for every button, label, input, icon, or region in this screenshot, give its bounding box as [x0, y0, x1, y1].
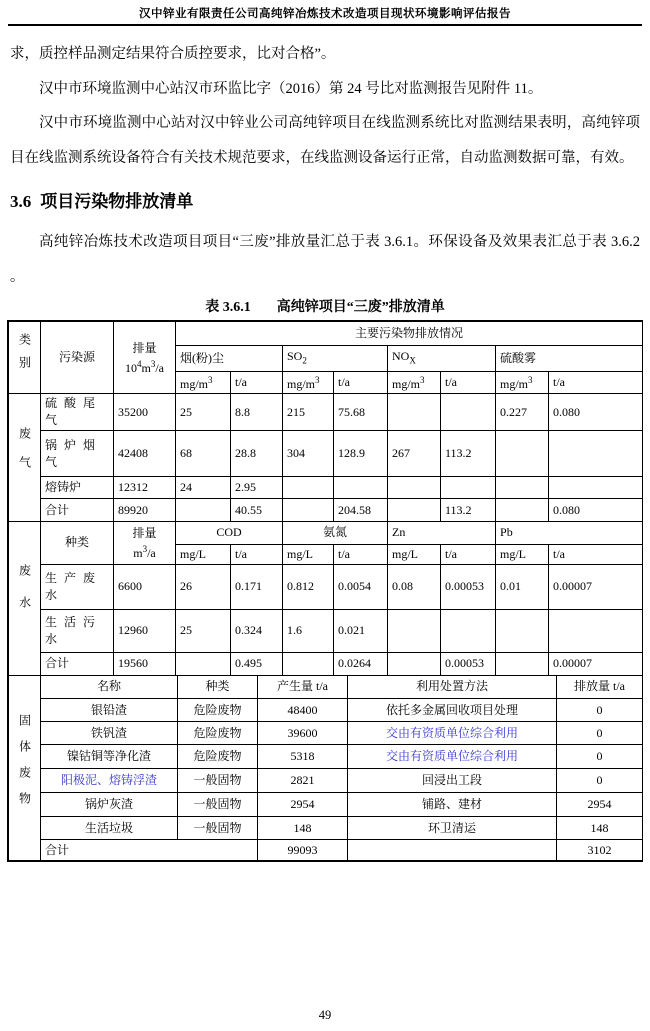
header-cell-nox: $NO_X$ [388, 346, 496, 372]
cell-type: 危险废物 [178, 745, 258, 769]
unit-cell: mg/L [176, 544, 231, 564]
cell-value [283, 477, 334, 499]
cell-value [176, 499, 231, 522]
paragraph-2: 汉中市环境监测中心站汉市环监比字（2016）第 24 号比对监测报告见附件 11。 [39, 80, 543, 97]
cell-value: 68 [176, 431, 231, 477]
header-cell-pb: Pb [496, 522, 643, 544]
table-caption-label: 表 3.6.1 [205, 300, 251, 315]
header-cell-volume [114, 522, 176, 564]
volume-unit: $m^3/a$ [133, 543, 156, 560]
cell-value [441, 477, 496, 499]
cell-discharge: 2954 [557, 793, 643, 817]
cell-type: 危险废物 [178, 699, 258, 722]
cell-name: 铁钒渣 [41, 722, 178, 745]
cell-value [334, 477, 388, 499]
header-cell-type: 种类 [178, 676, 258, 699]
table-row [9, 817, 643, 840]
header-cell-mist: 硫酸雾 [496, 346, 643, 372]
cell-value [441, 609, 496, 652]
cell-source: 硫酸尾气 [41, 394, 114, 431]
solid-waste-label: 固体废物 [17, 713, 32, 818]
cell-value [549, 477, 643, 499]
header-cell-amount: 产生量 t/a [258, 676, 348, 699]
cell-discharge: 148 [557, 817, 643, 840]
cell-value: 215 [283, 394, 334, 431]
cell-value: 204.58 [334, 499, 388, 522]
cell-amount: 99093 [258, 840, 348, 861]
cell-value: 0.812 [283, 564, 334, 609]
cell-discharge: 3102 [557, 840, 643, 861]
header-cell-name: 名称 [41, 676, 178, 699]
cell-value: 0.080 [549, 394, 643, 431]
table-row [9, 564, 643, 609]
unit-cell: $mg/m^3$ [388, 372, 441, 394]
cell-source: 熔铸炉 [41, 477, 114, 499]
volume-unit: $10^4m^3/a$ [124, 358, 164, 375]
cell-value: 8.8 [231, 394, 283, 431]
unit-cell: t/a [441, 372, 496, 394]
cell-amount: 39600 [258, 722, 348, 745]
cell-method: 铺路、建材 [348, 793, 557, 817]
cell-value: 25 [176, 394, 231, 431]
cell-value [388, 477, 441, 499]
header-rule [8, 24, 642, 26]
cell-type: 一般固物 [178, 793, 258, 817]
header-cell-kind: 种类 [41, 522, 114, 564]
cell-name: 镍钴铜等净化渣 [41, 745, 178, 769]
cell-discharge: 0 [557, 745, 643, 769]
cell-value: 75.68 [334, 394, 388, 431]
header-cell-discharge: 排放量 t/a [557, 676, 643, 699]
cell-discharge: 0 [557, 769, 643, 793]
cell-volume: 19560 [114, 652, 176, 675]
waste-gas-label: 废气 [17, 426, 32, 485]
unit-cell: $mg/m^3$ [496, 372, 549, 394]
cell-value: 25 [176, 609, 231, 652]
header-cell-nh3: 氨氮 [283, 522, 388, 544]
table-row [9, 722, 643, 745]
cell-volume: 12312 [114, 477, 176, 499]
cell-discharge: 0 [557, 722, 643, 745]
volume-label: 排量 [132, 340, 157, 355]
cell-amount: 148 [258, 817, 348, 840]
cell-method: 依托多金属回收项目处理 [348, 699, 557, 722]
cell-value: 0.00007 [549, 564, 643, 609]
cell-value [549, 609, 643, 652]
table-row [9, 609, 643, 652]
volume-label: 排量 [132, 525, 157, 540]
unit-cell: t/a [334, 544, 388, 564]
document-body [10, 37, 640, 318]
cell-value [496, 609, 549, 652]
table-caption-title: 高纯锌项目“三废”排放清单 [276, 300, 445, 315]
section-title: 项目污染物排放清单 [40, 192, 194, 211]
table-row [9, 394, 643, 431]
paragraph-3: 汉中市环境监测中心站对汉中锌业公司高纯锌项目在线监测系统比对监测结果表明，高纯锌项目在线监测系统设备符合有关技术规范要求，在线监测设备运行正常，自动监测数据可靠，有效。 [10, 115, 640, 166]
cell-value [176, 652, 231, 675]
table-row [9, 431, 643, 477]
document-header-title: 汉中锌业有限责任公司高纯锌冶炼技术改造项目现状环境影响评估报告 [139, 8, 511, 20]
cell-method: 交由有资质单位综合利用 [348, 745, 557, 769]
section-label-cell [9, 394, 41, 522]
cell-value: 0.227 [496, 394, 549, 431]
cell-amount: 2954 [258, 793, 348, 817]
header-cell-main: 主要污染物排放情况 [176, 322, 643, 346]
header-cell-method: 利用处置方法 [348, 676, 557, 699]
section-number: 3.6 [10, 192, 32, 211]
cell-volume: 42408 [114, 431, 176, 477]
cell-value [496, 431, 549, 477]
cell-value: 2.95 [231, 477, 283, 499]
table-row [9, 793, 643, 817]
cell-volume: 35200 [114, 394, 176, 431]
paragraph-1: 求，质控样品测定结果符合质控要求，比对合格”。 [10, 46, 336, 62]
cell-value [283, 499, 334, 522]
cell-value: 113.2 [441, 431, 496, 477]
cell-value: 28.8 [231, 431, 283, 477]
section-label-cell [9, 522, 41, 675]
cell-value: 0.0054 [334, 564, 388, 609]
cell-type: 一般固物 [178, 817, 258, 840]
cell-method: 回浸出工段 [348, 769, 557, 793]
waste-gas-section [8, 321, 643, 522]
table-row [9, 745, 643, 769]
cell-value: 113.2 [441, 499, 496, 522]
unit-cell: t/a [441, 544, 496, 564]
paragraph-4: 高纯锌冶炼技术改造项目项目“三废”排放量汇总于表 3.6.1。环保设备及效果表汇总于表 3.6.2 。 [10, 234, 640, 285]
cell-value: 1.6 [283, 609, 334, 652]
header-cell-cod: COD [176, 522, 283, 544]
cell-value: 304 [283, 431, 334, 477]
cell-value [283, 652, 334, 675]
cell-value: 0.021 [334, 609, 388, 652]
emissions-table [7, 320, 643, 862]
cell-amount: 48400 [258, 699, 348, 722]
unit-cell: $mg/m^3$ [283, 372, 334, 394]
cell-value [388, 499, 441, 522]
cell-value: 0.171 [231, 564, 283, 609]
cell-value [388, 652, 441, 675]
cell-source: 锅炉烟气 [41, 431, 114, 477]
cell-value [496, 652, 549, 675]
cell-value: 0.00007 [549, 652, 643, 675]
cell-name: 锅炉灰渣 [41, 793, 178, 817]
cell-value [496, 477, 549, 499]
cell-value: 0.324 [231, 609, 283, 652]
category-label: 类别 [17, 332, 32, 379]
unit-cell: mg/L [283, 544, 334, 564]
cell-discharge: 0 [557, 699, 643, 722]
table-row-total [9, 652, 643, 675]
header-cell-volume [114, 322, 176, 394]
unit-cell: mg/L [388, 544, 441, 564]
header-cell-category [9, 322, 41, 394]
cell-value: 26 [176, 564, 231, 609]
cell-amount: 2821 [258, 769, 348, 793]
section-label-cell [9, 676, 41, 861]
unit-cell: t/a [549, 372, 643, 394]
unit-cell: $mg/m^3$ [176, 372, 231, 394]
header-cell-zn: Zn [388, 522, 496, 544]
cell-value: 0.0264 [334, 652, 388, 675]
cell-amount: 5318 [258, 745, 348, 769]
cell-kind: 生产废水 [41, 564, 114, 609]
cell-kind: 生活污水 [41, 609, 114, 652]
cell-type: 一般固物 [178, 769, 258, 793]
table-row [9, 477, 643, 499]
table-row-total [9, 499, 643, 522]
table-caption [10, 297, 640, 318]
waste-water-section [8, 522, 643, 676]
cell-total-label: 合计 [41, 652, 114, 675]
cell-name: 银铅渣 [41, 699, 178, 722]
cell-name: 阳极泥、熔铸浮渣 [41, 769, 178, 793]
cell-value: 40.55 [231, 499, 283, 522]
unit-cell: t/a [334, 372, 388, 394]
unit-cell: t/a [231, 372, 283, 394]
header-cell-source: 污染源 [41, 322, 114, 394]
cell-total-label: 合计 [41, 840, 258, 861]
cell-value: 128.9 [334, 431, 388, 477]
cell-value: 0.00053 [441, 652, 496, 675]
cell-value: 267 [388, 431, 441, 477]
cell-volume: 89920 [114, 499, 176, 522]
unit-cell: t/a [231, 544, 283, 564]
cell-value: 0.080 [549, 499, 643, 522]
cell-total-label: 合计 [41, 499, 114, 522]
waste-water-label: 废水 [17, 564, 32, 629]
cell-method [348, 840, 557, 861]
cell-value: 0.01 [496, 564, 549, 609]
page-number: 49 [318, 1008, 332, 1022]
cell-value [388, 609, 441, 652]
unit-cell: t/a [549, 544, 643, 564]
unit-cell: mg/L [496, 544, 549, 564]
cell-value: 0.08 [388, 564, 441, 609]
cell-type: 危险废物 [178, 722, 258, 745]
table-row [9, 699, 643, 722]
header-cell-dust: 烟(粉)尘 [176, 346, 283, 372]
section-heading-3-6 [10, 189, 640, 215]
cell-method: 交由有资质单位综合利用 [348, 722, 557, 745]
cell-method: 环卫清运 [348, 817, 557, 840]
table-row [9, 769, 643, 793]
cell-volume: 12960 [114, 609, 176, 652]
cell-value: 24 [176, 477, 231, 499]
cell-volume: 6600 [114, 564, 176, 609]
table-row-total [9, 840, 643, 861]
cell-value: 0.00053 [441, 564, 496, 609]
cell-name: 生活垃圾 [41, 817, 178, 840]
cell-value [441, 394, 496, 431]
solid-waste-section [8, 676, 643, 862]
cell-value [496, 499, 549, 522]
cell-value: 0.495 [231, 652, 283, 675]
cell-value [549, 431, 643, 477]
header-cell-so2: $SO_2$ [283, 346, 388, 372]
cell-value [388, 394, 441, 431]
